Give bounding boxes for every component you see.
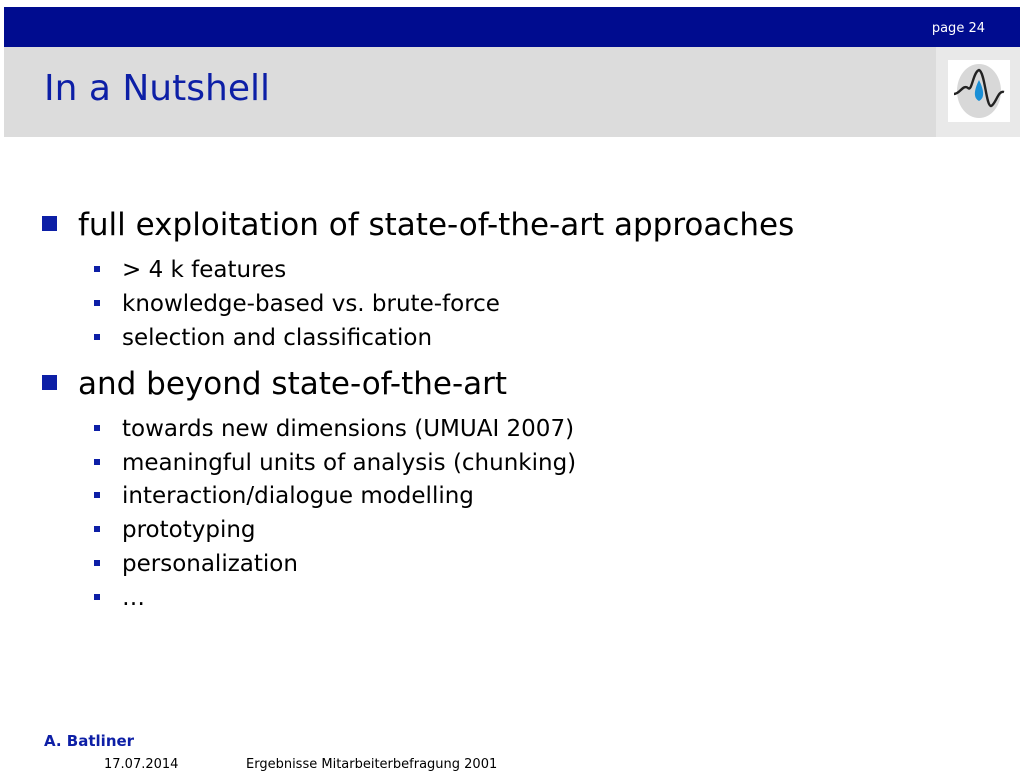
slide-title: In a Nutshell	[44, 68, 270, 109]
sub-bullet-item	[94, 517, 256, 543]
sub-bullet-item	[94, 551, 298, 577]
square-bullet-icon	[94, 526, 100, 532]
sub-bullet-item	[94, 325, 432, 351]
title-band	[4, 47, 1020, 137]
sub-bullet-text: meaningful units of analysis (chunking)	[122, 450, 577, 476]
square-bullet-icon	[42, 375, 57, 390]
sub-bullet-item	[94, 585, 145, 611]
sub-bullet-text: prototyping	[122, 517, 256, 543]
sub-bullet-text: …	[122, 585, 145, 611]
sub-bullet-item	[94, 291, 500, 317]
bullet-text: and beyond state-of-the-art	[78, 366, 508, 402]
sub-bullet-text: > 4 k features	[122, 257, 287, 283]
square-bullet-icon	[94, 459, 100, 465]
sub-bullet-item	[94, 257, 286, 283]
square-bullet-icon	[94, 492, 100, 498]
bullet-item	[42, 366, 507, 402]
bullet-item	[42, 207, 794, 243]
author-name: A. Batliner	[44, 732, 135, 750]
sub-bullet-text: personalization	[122, 551, 298, 577]
logo-panel	[936, 47, 1020, 137]
wave-droplet-logo-icon	[948, 60, 1010, 122]
square-bullet-icon	[94, 425, 100, 431]
square-bullet-icon	[42, 216, 57, 231]
square-bullet-icon	[94, 334, 100, 340]
bullet-text: full exploitation of state-of-the-art approaches	[78, 207, 795, 243]
square-bullet-icon	[94, 300, 100, 306]
square-bullet-icon	[94, 560, 100, 566]
sub-bullet-text: knowledge-based vs. brute-force	[122, 291, 500, 317]
sub-bullet-text: interaction/dialogue modelling	[122, 483, 474, 509]
square-bullet-icon	[94, 266, 100, 272]
footer-date: 17.07.2014	[104, 757, 179, 772]
sub-bullet-text: towards new dimensions (UMUAI 2007)	[122, 416, 575, 442]
sub-bullet-text: selection and classification	[122, 325, 433, 351]
sub-bullet-item	[94, 416, 574, 442]
header-bar	[4, 7, 1020, 47]
sub-bullet-item	[94, 450, 576, 476]
footer-subject: Ergebnisse Mitarbeiterbefragung 2001	[246, 757, 498, 772]
sub-bullet-item	[94, 483, 474, 509]
page-number: page 24	[931, 21, 985, 36]
square-bullet-icon	[94, 594, 100, 600]
